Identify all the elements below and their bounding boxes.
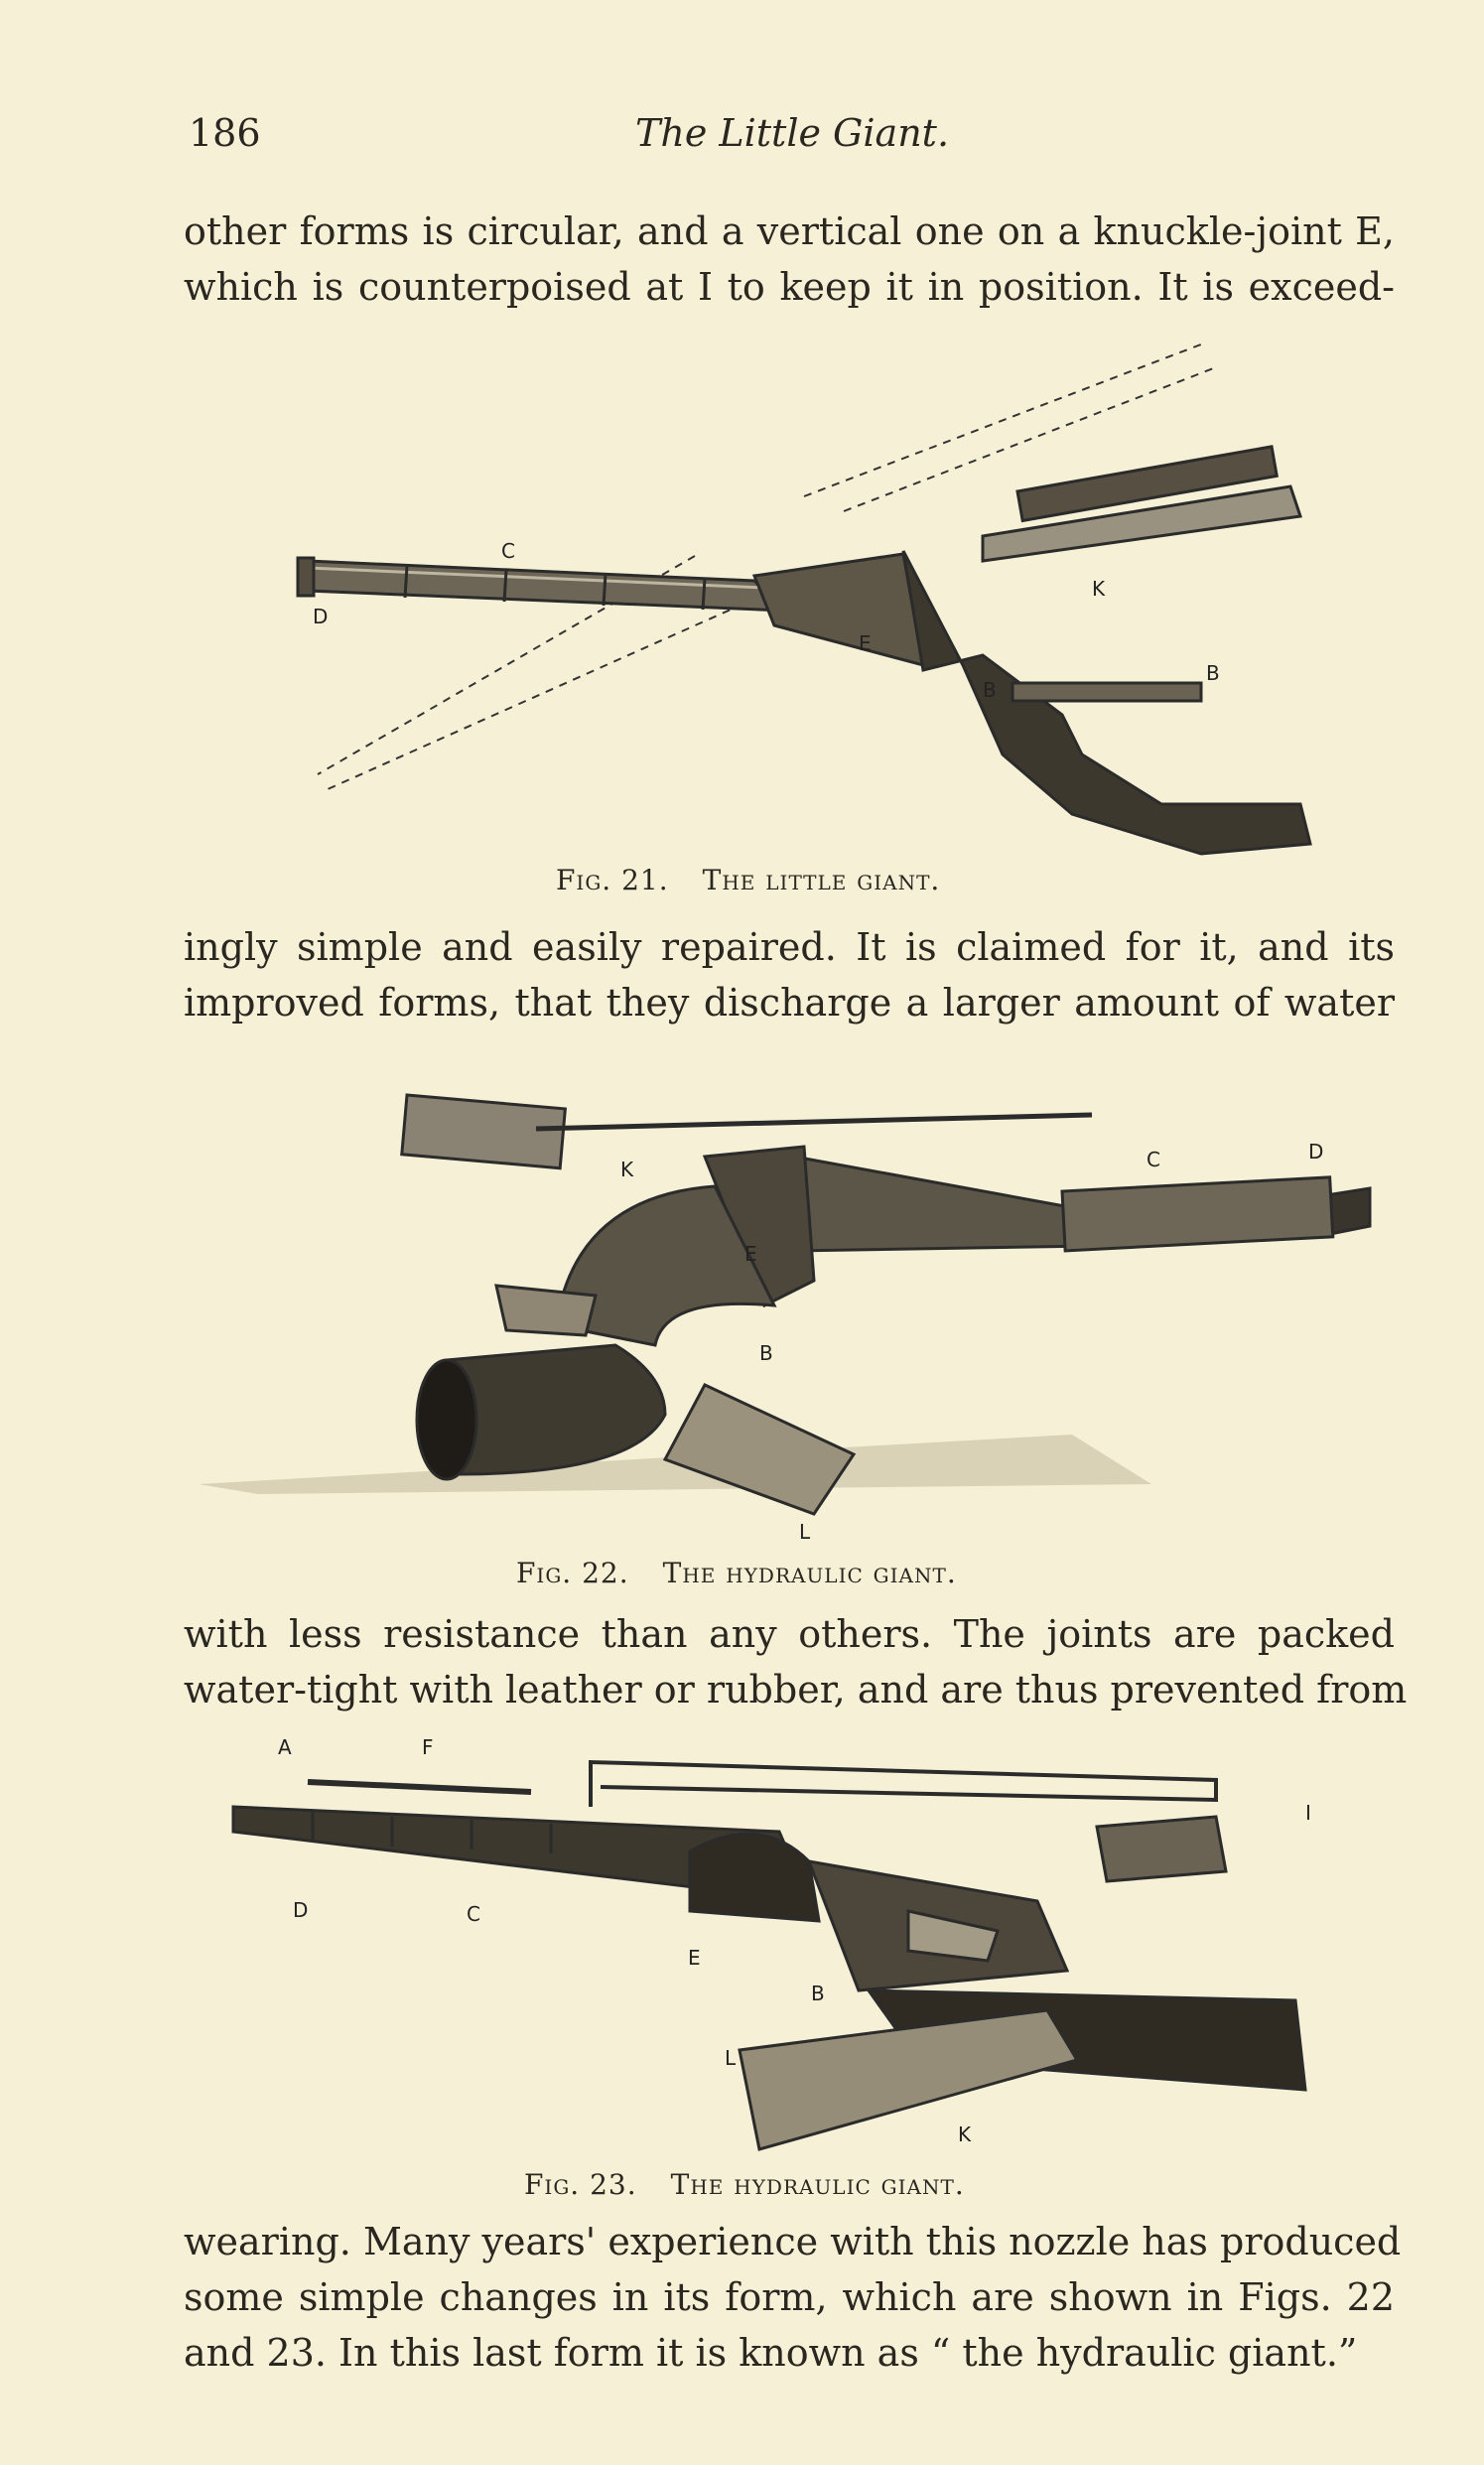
text-line: water-tight with leather or rubber, and are thus prevented from xyxy=(184,1668,1408,1712)
figure-23-label-c: C xyxy=(467,1902,480,1926)
figure-23-illustration xyxy=(223,1732,1345,2159)
caption-title: The hydraulic giant. xyxy=(670,2168,965,2201)
text-line: and 23. In this last form it is known as “ the hydraulic giant.” xyxy=(184,2331,1358,2375)
text-line: some simple changes in its form, which are shown in Figs. 22 xyxy=(184,2275,1395,2319)
paragraph-1 xyxy=(184,204,1395,315)
figure-22-illustration xyxy=(199,1077,1390,1544)
figure-22-label-d: D xyxy=(1308,1140,1324,1164)
figure-22-label-k: K xyxy=(620,1158,634,1181)
caption-number: Fig. 23. xyxy=(524,2168,637,2201)
figure-23-label-f: F xyxy=(422,1735,434,1759)
figure-23-label-k: K xyxy=(958,2123,972,2146)
text-line: with less resistance than any others. The joints are packed xyxy=(184,1612,1395,1656)
figure-23-label-i: I xyxy=(1305,1801,1311,1825)
figure-22-label-c: C xyxy=(1147,1148,1160,1171)
page-header xyxy=(189,111,1410,171)
paragraph-4 xyxy=(184,2214,1402,2381)
figure-21-illustration xyxy=(288,338,1330,864)
figure-23-label-e: E xyxy=(688,1946,701,1970)
text-line: wearing. Many years' experience with this nozzle has produced xyxy=(184,2220,1402,2263)
caption-number: Fig. 21. xyxy=(556,864,669,896)
caption-title: The hydraulic giant. xyxy=(662,1557,957,1589)
figure-22-label-e: E xyxy=(744,1242,757,1266)
figure-23-label-a: A xyxy=(278,1735,292,1759)
figure-21-label-b2: B xyxy=(1206,661,1220,685)
figure-23-label-l: L xyxy=(725,2046,737,2070)
running-title: The Little Giant. xyxy=(635,111,950,155)
figure-22-caption xyxy=(516,1557,957,1589)
figure-22-label-l: L xyxy=(799,1520,811,1544)
figure-21-label-d: D xyxy=(313,605,329,628)
caption-title: The little giant. xyxy=(702,864,941,896)
text-line: which is counterpoised at I to keep it in position. It is exceed- xyxy=(184,265,1395,309)
text-line: other forms is circular, and a vertical one on a knuckle-joint E, xyxy=(184,209,1395,253)
figure-22-label-b: B xyxy=(759,1341,773,1365)
figure-21-caption xyxy=(556,864,940,896)
figure-21-label-c: C xyxy=(501,539,515,563)
text-line: ingly simple and easily repaired. It is claimed for it, and its xyxy=(184,925,1395,969)
figure-23-label-b: B xyxy=(811,1982,825,2005)
page-number: 186 xyxy=(189,111,261,155)
caption-number: Fig. 22. xyxy=(516,1557,629,1589)
figure-21-label-e: E xyxy=(859,631,872,655)
figure-23-label-d: D xyxy=(293,1898,309,1922)
figure-21-label-k: K xyxy=(1092,577,1106,601)
figure-23-caption xyxy=(524,2168,965,2201)
text-line: improved forms, that they discharge a larger amount of water xyxy=(184,981,1395,1025)
paragraph-2 xyxy=(184,919,1395,1030)
paragraph-3 xyxy=(184,1606,1408,1717)
figure-21-label-b1: B xyxy=(983,678,997,702)
